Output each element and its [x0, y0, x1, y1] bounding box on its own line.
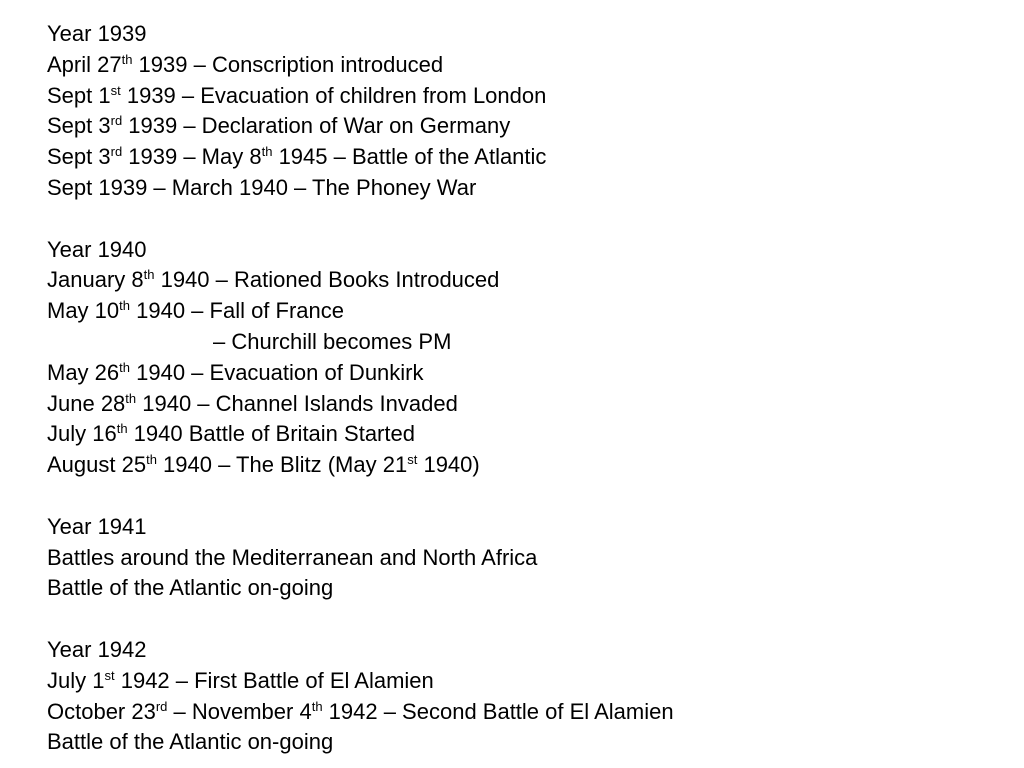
timeline-entry — [47, 450, 1024, 481]
year-section — [47, 19, 1024, 204]
entry-text: 1940 – The Blitz (May 21 — [156, 452, 408, 478]
entry-text: 1939 – Evacuation of children from London — [120, 82, 547, 108]
entry-text: Sept 3 — [47, 113, 111, 139]
entry-text: 1940 – Fall of France — [130, 298, 345, 324]
entry-text: April 27 — [47, 51, 122, 77]
entry-text: 1939 – Conscription introduced — [132, 51, 444, 77]
timeline-entry — [47, 358, 1024, 389]
ordinal-suffix: th — [261, 144, 273, 160]
ordinal-suffix: st — [104, 667, 115, 683]
entry-text: May 10 — [47, 298, 120, 324]
year-section — [47, 512, 1024, 604]
ordinal-suffix: rd — [110, 113, 123, 129]
timeline-entry — [47, 697, 1024, 728]
ordinal-suffix: th — [119, 298, 130, 314]
entry-text: 1942 – First Battle of El Alamien — [114, 667, 434, 693]
timeline-entry — [47, 389, 1024, 420]
timeline-entry — [47, 50, 1024, 81]
entry-text: 1939 – May 8 — [122, 144, 262, 170]
year-heading: Year 1939 — [47, 21, 147, 46]
year-section — [47, 235, 1024, 481]
entry-text: Battle of the Atlantic on-going — [47, 729, 334, 755]
entry-text: July 1 — [47, 667, 105, 693]
entry-text: 1940 – Evacuation of Dunkirk — [130, 359, 424, 385]
entry-text: Battle of the Atlantic on-going — [47, 575, 334, 601]
ordinal-suffix: th — [116, 421, 128, 437]
ordinal-suffix: th — [146, 452, 157, 468]
entry-text: Battles around the Mediterranean and North Africa — [47, 544, 538, 570]
ordinal-suffix: th — [125, 390, 137, 406]
entry-text: 1940) — [417, 452, 480, 478]
timeline-entry — [47, 265, 1024, 296]
entry-text: 1940 Battle of Britain Started — [127, 421, 415, 447]
timeline-entry — [47, 327, 1024, 358]
timeline-sections — [47, 19, 1024, 758]
entry-text: – Churchill becomes PM — [213, 328, 452, 354]
entry-text: Sept 1 — [47, 82, 111, 108]
entry-text: 1942 – Second Battle of El Alamien — [322, 698, 674, 724]
entry-text: Sept 3 — [47, 144, 111, 170]
timeline-entry — [47, 296, 1024, 327]
year-heading: Year 1941 — [47, 513, 147, 539]
entry-text: August 25 — [47, 452, 147, 478]
ordinal-suffix: rd — [110, 144, 123, 160]
ordinal-suffix: st — [110, 82, 121, 98]
ordinal-suffix: rd — [155, 698, 168, 714]
ordinal-suffix: th — [121, 51, 133, 67]
timeline-entry — [47, 419, 1024, 450]
entry-text: Sept 1939 – March 1940 – The Phoney War — [47, 174, 477, 200]
entry-text: 1940 – Rationed Books Introduced — [154, 267, 500, 293]
timeline-entry — [47, 111, 1024, 142]
entry-text: – November 4 — [167, 698, 312, 724]
timeline-entry — [47, 81, 1024, 112]
entry-text: July 16 — [47, 421, 117, 447]
year-section — [47, 635, 1024, 758]
ordinal-suffix: th — [311, 698, 323, 714]
entry-text: 1939 – Declaration of War on Germany — [122, 113, 511, 139]
entry-text: January 8 — [47, 267, 144, 293]
ordinal-suffix: th — [143, 267, 155, 283]
entry-text: October 23 — [47, 698, 156, 724]
year-heading: Year 1940 — [47, 236, 147, 262]
entry-text: 1945 – Battle of the Atlantic — [272, 144, 547, 170]
timeline-entry — [47, 666, 1024, 697]
entry-text: June 28 — [47, 390, 126, 416]
timeline-entry — [47, 727, 1024, 758]
entry-text: May 26 — [47, 359, 120, 385]
timeline-entry — [47, 543, 1024, 574]
ordinal-suffix: th — [119, 359, 130, 375]
timeline-entry — [47, 142, 1024, 173]
entry-text: 1940 – Channel Islands Invaded — [136, 390, 458, 416]
timeline-entry — [47, 573, 1024, 604]
timeline-entry — [47, 173, 1024, 204]
ordinal-suffix: st — [407, 452, 418, 468]
year-heading: Year 1942 — [47, 636, 147, 662]
